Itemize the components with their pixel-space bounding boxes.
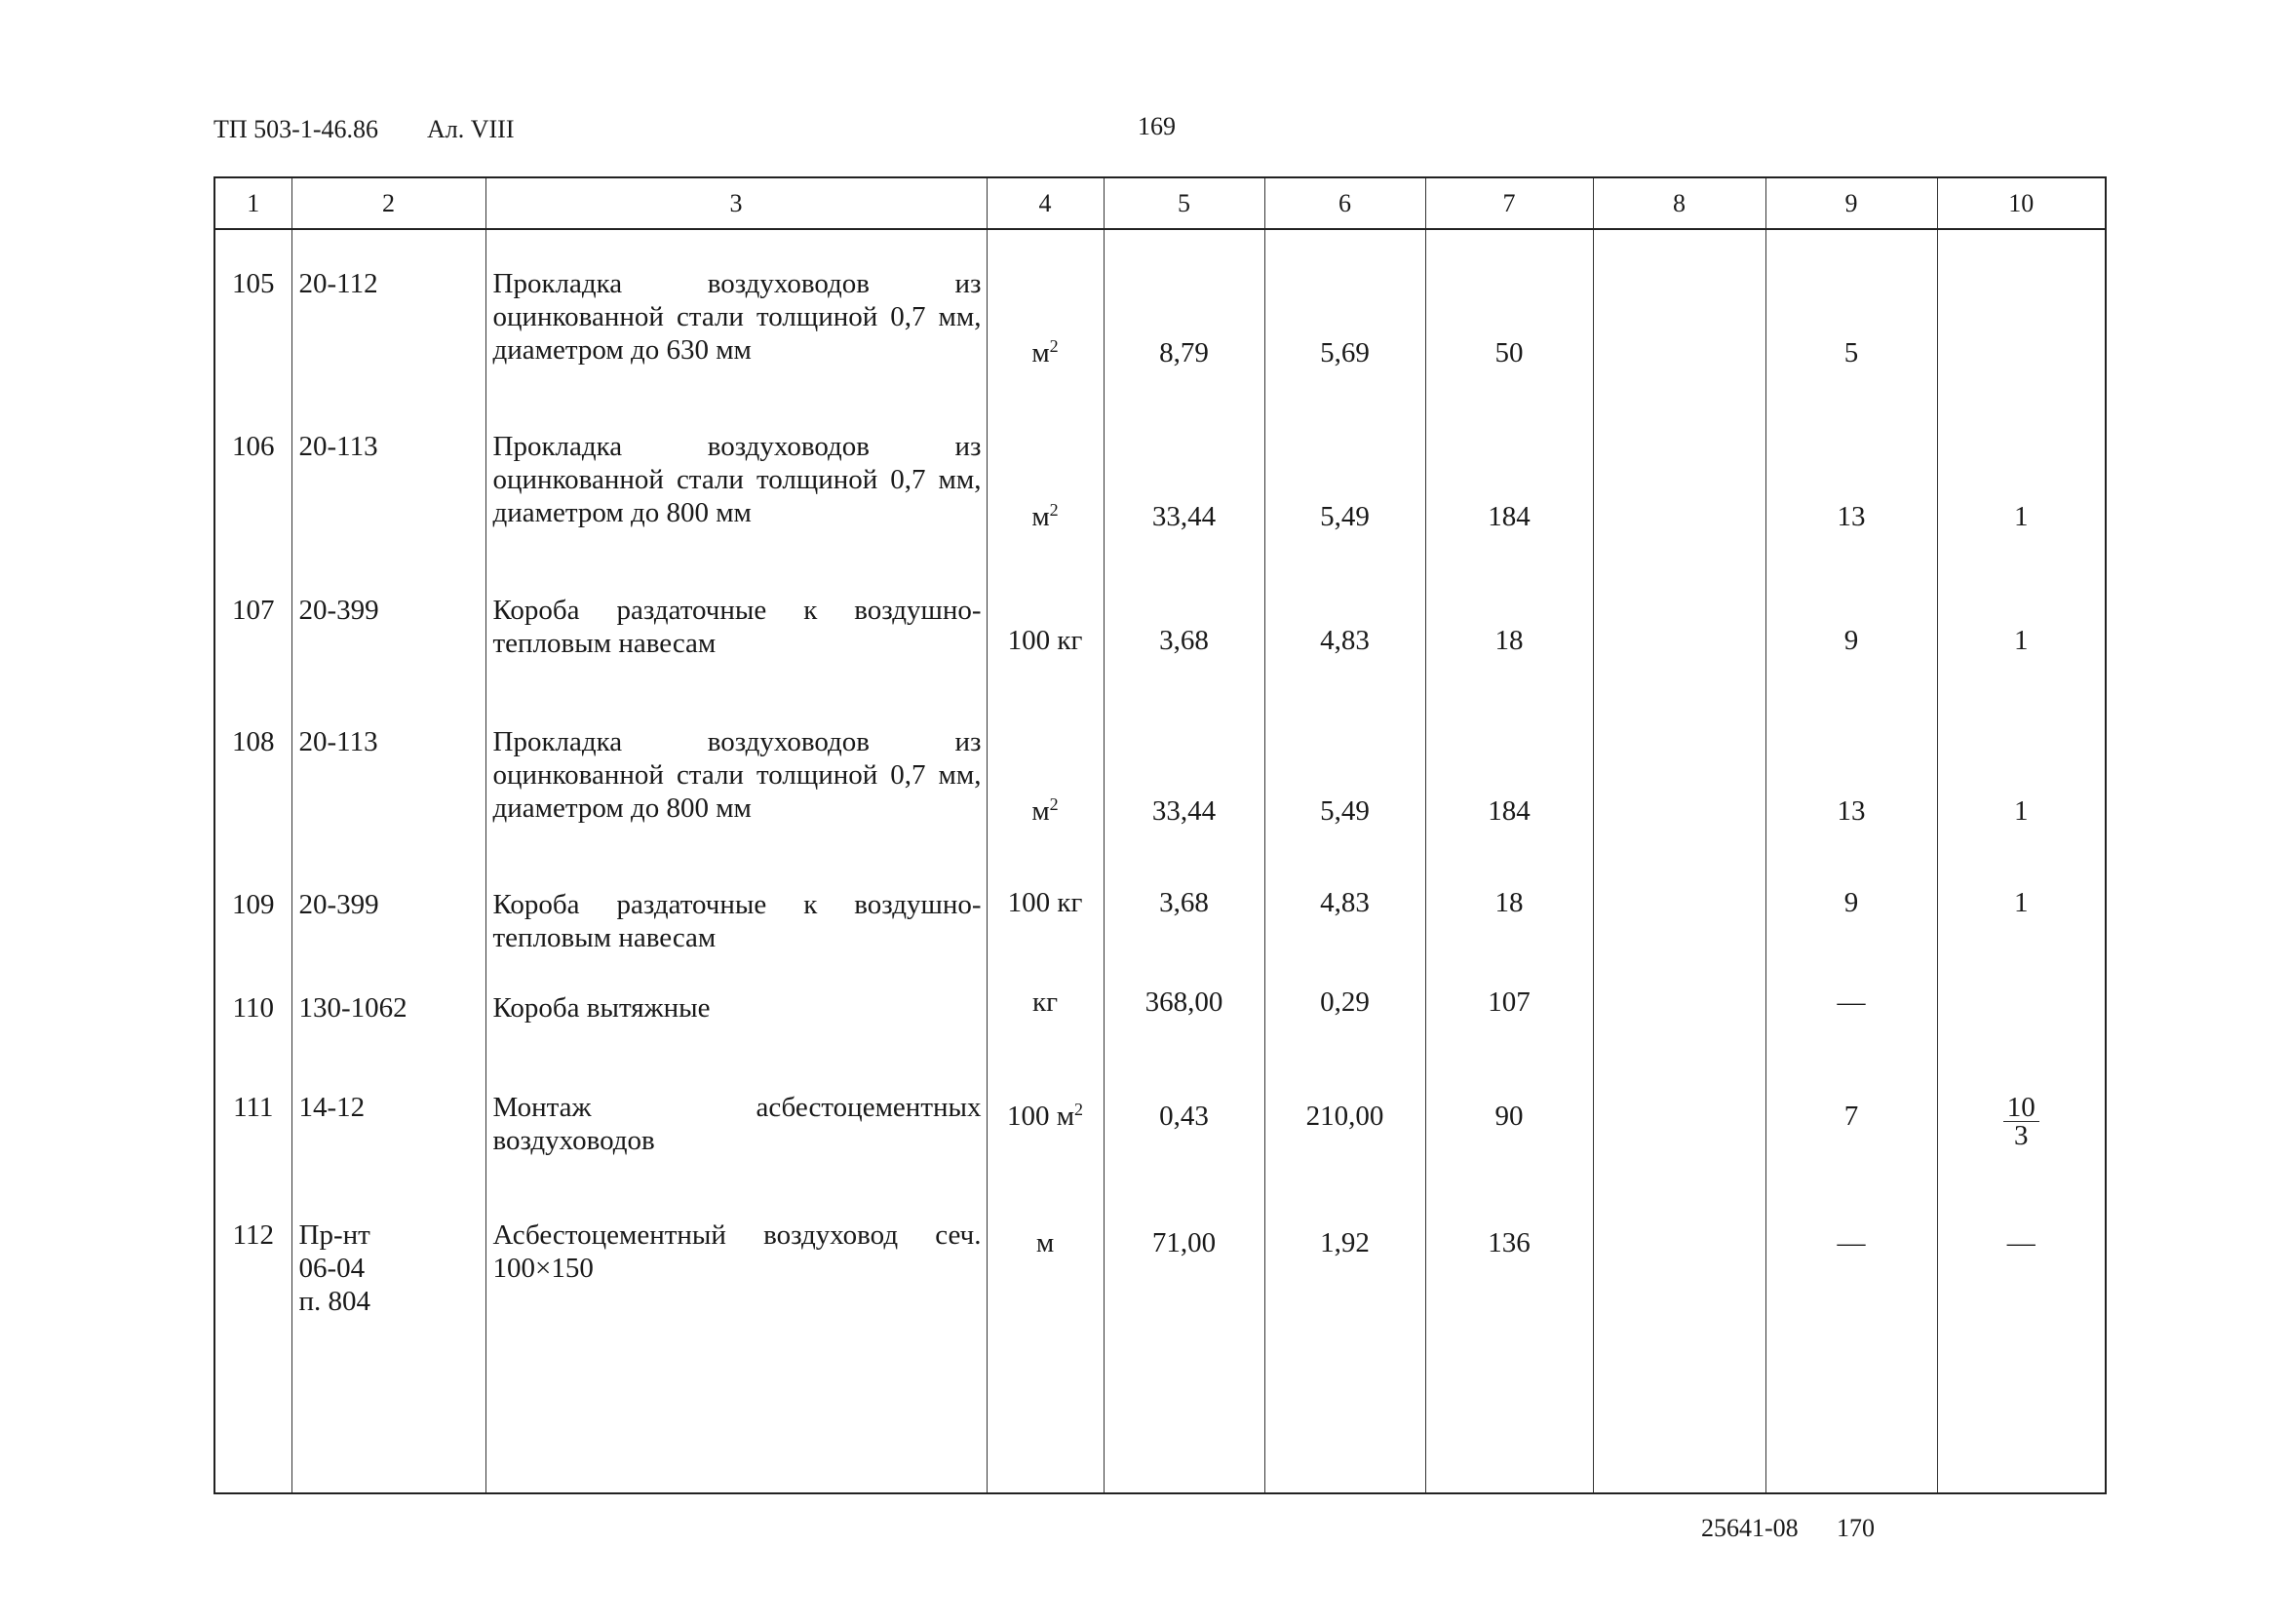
col9-cell bbox=[1765, 557, 1937, 688]
col8-cell bbox=[1593, 954, 1765, 1054]
cell-value: 5 bbox=[1843, 337, 1859, 368]
table-row bbox=[214, 393, 2106, 557]
unit-price-cell bbox=[1264, 851, 1425, 954]
empty-cell bbox=[214, 1441, 291, 1493]
row-number: 111 bbox=[214, 1054, 291, 1181]
work-description: Асбестоцементный воздуховод сеч. 100×150 bbox=[485, 1181, 987, 1441]
footer-code: 25641-08 bbox=[1701, 1514, 1799, 1542]
cell-value: 5,49 bbox=[1320, 501, 1370, 532]
column-header: 7 bbox=[1425, 177, 1593, 229]
unit-superscript: 2 bbox=[1049, 794, 1059, 814]
total-cost-cell bbox=[1425, 688, 1593, 851]
unit-price-cell bbox=[1264, 229, 1425, 393]
col10-cell bbox=[1937, 954, 2106, 1054]
unit-price-cell bbox=[1264, 393, 1425, 557]
col8-cell bbox=[1593, 851, 1765, 954]
work-description: Прокладка воздуховодов из оцинкованной стали толщиной 0,7 мм, диаметром до 800 мм bbox=[485, 393, 987, 557]
fraction-denominator: 3 bbox=[2014, 1120, 2029, 1151]
row-number: 108 bbox=[214, 688, 291, 851]
cell-value: 0,29 bbox=[1320, 986, 1370, 1018]
unit-price-cell bbox=[1264, 688, 1425, 851]
normative-code bbox=[291, 557, 485, 688]
col10-cell bbox=[1937, 1054, 2106, 1181]
col8-cell bbox=[1593, 1181, 1765, 1441]
fraction-value bbox=[2003, 1094, 2039, 1149]
unit-of-measure bbox=[987, 393, 1104, 557]
normative-code bbox=[291, 851, 485, 954]
col10-cell bbox=[1937, 393, 2106, 557]
total-cost-cell bbox=[1425, 557, 1593, 688]
total-cost-cell bbox=[1425, 1054, 1593, 1181]
cell-value: 5,49 bbox=[1320, 795, 1370, 827]
code-line: 20-112 bbox=[298, 268, 378, 299]
unit-of-measure bbox=[987, 954, 1104, 1054]
unit-superscript: 2 bbox=[1049, 500, 1059, 520]
unit-base: кг bbox=[1032, 986, 1058, 1018]
cell-value: 3,68 bbox=[1159, 625, 1209, 656]
unit-base: м bbox=[1031, 501, 1050, 532]
normative-code bbox=[291, 1054, 485, 1181]
col10-cell bbox=[1937, 1181, 2106, 1441]
unit-price-cell bbox=[1264, 1181, 1425, 1441]
cell-value: 9 bbox=[1843, 887, 1859, 918]
cell-value: 1 bbox=[2014, 887, 2029, 918]
row-number: 110 bbox=[214, 954, 291, 1054]
col9-cell bbox=[1765, 954, 1937, 1054]
cell-value: 136 bbox=[1488, 1227, 1531, 1258]
unit-of-measure bbox=[987, 688, 1104, 851]
table-filler-row bbox=[214, 1441, 2106, 1493]
row-number: 107 bbox=[214, 557, 291, 688]
code-line: 20-113 bbox=[298, 726, 378, 757]
code-line: Пр-нт bbox=[298, 1219, 370, 1251]
cell-value: — bbox=[1837, 1227, 1866, 1258]
code-line: 20-399 bbox=[298, 595, 379, 626]
column-header: 8 bbox=[1593, 177, 1765, 229]
row-number: 105 bbox=[214, 229, 291, 393]
cell-value: 5,69 bbox=[1320, 337, 1370, 368]
column-header: 5 bbox=[1104, 177, 1264, 229]
column-header: 6 bbox=[1264, 177, 1425, 229]
unit-of-measure bbox=[987, 557, 1104, 688]
row-number: 112 bbox=[214, 1181, 291, 1441]
cell-value: 9 bbox=[1843, 625, 1859, 656]
cell-value: 0,43 bbox=[1159, 1101, 1209, 1132]
col10-cell bbox=[1937, 557, 2106, 688]
unit-base: м bbox=[1035, 1227, 1055, 1258]
normative-code bbox=[291, 229, 485, 393]
column-header: 2 bbox=[291, 177, 485, 229]
cell-value: 3,68 bbox=[1159, 887, 1209, 918]
quantity-cell bbox=[1104, 1054, 1264, 1181]
empty-cell bbox=[1765, 1441, 1937, 1493]
quantity-cell bbox=[1104, 851, 1264, 954]
footer-page-number: 170 bbox=[1837, 1514, 1875, 1542]
col8-cell bbox=[1593, 393, 1765, 557]
col8-cell bbox=[1593, 557, 1765, 688]
unit-superscript: 2 bbox=[1074, 1100, 1084, 1119]
quantity-cell bbox=[1104, 1181, 1264, 1441]
col9-cell bbox=[1765, 1054, 1937, 1181]
cell-value: 7 bbox=[1843, 1101, 1859, 1132]
unit-base: 100 кг bbox=[1007, 887, 1083, 918]
work-description: Короба раздаточные к воздушно-тепловым навесам bbox=[485, 557, 987, 688]
table-row bbox=[214, 1054, 2106, 1181]
unit-price-cell bbox=[1264, 954, 1425, 1054]
col9-cell bbox=[1765, 229, 1937, 393]
table-row bbox=[214, 851, 2106, 954]
code-line: 06-04 bbox=[298, 1253, 366, 1284]
cell-value: 1,92 bbox=[1320, 1227, 1370, 1258]
cell-value: 50 bbox=[1494, 337, 1524, 368]
work-description: Короба раздаточные к воздушно-тепловым навесам bbox=[485, 851, 987, 954]
cell-value: 1 bbox=[2014, 795, 2029, 827]
quantity-cell bbox=[1104, 954, 1264, 1054]
empty-cell bbox=[1593, 1441, 1765, 1493]
cell-value: 33,44 bbox=[1151, 501, 1217, 532]
total-cost-cell bbox=[1425, 851, 1593, 954]
empty-cell bbox=[1937, 1441, 2106, 1493]
total-cost-cell bbox=[1425, 393, 1593, 557]
unit-superscript: 2 bbox=[1049, 336, 1059, 356]
unit-base: 100 м bbox=[1006, 1101, 1075, 1132]
album-number: Ал. VIII bbox=[427, 115, 515, 143]
col10-cell bbox=[1937, 851, 2106, 954]
quantity-cell bbox=[1104, 688, 1264, 851]
col8-cell bbox=[1593, 688, 1765, 851]
table-row bbox=[214, 229, 2106, 393]
cell-value: 210,00 bbox=[1305, 1101, 1384, 1132]
column-header: 1 bbox=[214, 177, 291, 229]
normative-code bbox=[291, 954, 485, 1054]
page-number: 169 bbox=[1138, 112, 1176, 140]
unit-base: 100 кг bbox=[1007, 625, 1083, 656]
quantity-cell bbox=[1104, 557, 1264, 688]
cell-value: 18 bbox=[1494, 887, 1524, 918]
work-description: Прокладка воздуховодов из оцинкованной стали толщиной 0,7 мм, диаметром до 800 мм bbox=[485, 688, 987, 851]
unit-base: м bbox=[1031, 795, 1050, 827]
col10-cell bbox=[1937, 688, 2106, 851]
work-description: Монтаж асбестоцементных воздуховодов bbox=[485, 1054, 987, 1181]
column-header: 10 bbox=[1937, 177, 2106, 229]
unit-price-cell bbox=[1264, 1054, 1425, 1181]
unit-base: м bbox=[1031, 337, 1050, 368]
total-cost-cell bbox=[1425, 229, 1593, 393]
estimate-table bbox=[213, 176, 2107, 1494]
work-description: Прокладка воздуховодов из оцинкованной стали толщиной 0,7 мм, диаметром до 630 мм bbox=[485, 229, 987, 393]
cell-value: — bbox=[1837, 986, 1866, 1018]
code-line: 20-399 bbox=[298, 889, 379, 920]
fraction-numerator: 10 bbox=[2003, 1094, 2039, 1122]
unit-of-measure bbox=[987, 1054, 1104, 1181]
col10-cell bbox=[1937, 229, 2106, 393]
column-header: 9 bbox=[1765, 177, 1937, 229]
normative-code bbox=[291, 393, 485, 557]
unit-of-measure bbox=[987, 229, 1104, 393]
cell-value: 4,83 bbox=[1320, 887, 1370, 918]
cell-value: 107 bbox=[1488, 986, 1531, 1018]
col9-cell bbox=[1765, 1181, 1937, 1441]
total-cost-cell bbox=[1425, 1181, 1593, 1441]
total-cost-cell bbox=[1425, 954, 1593, 1054]
cell-value: 90 bbox=[1494, 1101, 1524, 1132]
col8-cell bbox=[1593, 229, 1765, 393]
normative-code bbox=[291, 1181, 485, 1441]
code-line: п. 804 bbox=[298, 1286, 371, 1317]
cell-value: 368,00 bbox=[1144, 986, 1223, 1018]
empty-cell bbox=[1104, 1441, 1264, 1493]
col8-cell bbox=[1593, 1054, 1765, 1181]
column-number-row bbox=[214, 177, 2106, 229]
table-row bbox=[214, 1181, 2106, 1441]
unit-price-cell bbox=[1264, 557, 1425, 688]
cell-value: 33,44 bbox=[1151, 795, 1217, 827]
empty-cell bbox=[1425, 1441, 1593, 1493]
document-code: ТП 503-1-46.86 bbox=[213, 115, 378, 143]
empty-cell bbox=[291, 1441, 485, 1493]
cell-value: 8,79 bbox=[1159, 337, 1209, 368]
row-number: 106 bbox=[214, 393, 291, 557]
cell-value: 71,00 bbox=[1151, 1227, 1217, 1258]
column-header: 4 bbox=[987, 177, 1104, 229]
cell-value: 13 bbox=[1837, 795, 1866, 827]
normative-code bbox=[291, 688, 485, 851]
code-line: 130-1062 bbox=[298, 992, 407, 1024]
cell-value: 4,83 bbox=[1320, 625, 1370, 656]
col9-cell bbox=[1765, 393, 1937, 557]
cell-value: — bbox=[2006, 1227, 2036, 1258]
empty-cell bbox=[485, 1441, 987, 1493]
quantity-cell bbox=[1104, 229, 1264, 393]
code-line: 14-12 bbox=[298, 1092, 366, 1123]
cell-value: 1 bbox=[2014, 501, 2029, 532]
table-body bbox=[214, 229, 2106, 1493]
cell-value: 184 bbox=[1488, 501, 1531, 532]
quantity-cell bbox=[1104, 393, 1264, 557]
cell-value: 1 bbox=[2014, 625, 2029, 656]
work-description: Короба вытяжные bbox=[485, 954, 987, 1054]
col9-cell bbox=[1765, 851, 1937, 954]
row-number: 109 bbox=[214, 851, 291, 954]
empty-cell bbox=[987, 1441, 1104, 1493]
unit-of-measure bbox=[987, 1181, 1104, 1441]
table-row bbox=[214, 954, 2106, 1054]
empty-cell bbox=[1264, 1441, 1425, 1493]
column-header: 3 bbox=[485, 177, 987, 229]
col9-cell bbox=[1765, 688, 1937, 851]
cell-value: 184 bbox=[1488, 795, 1531, 827]
cell-value: 18 bbox=[1494, 625, 1524, 656]
table-row bbox=[214, 557, 2106, 688]
code-line: 20-113 bbox=[298, 431, 378, 462]
table-row bbox=[214, 688, 2106, 851]
unit-of-measure bbox=[987, 851, 1104, 954]
cell-value: 13 bbox=[1837, 501, 1866, 532]
